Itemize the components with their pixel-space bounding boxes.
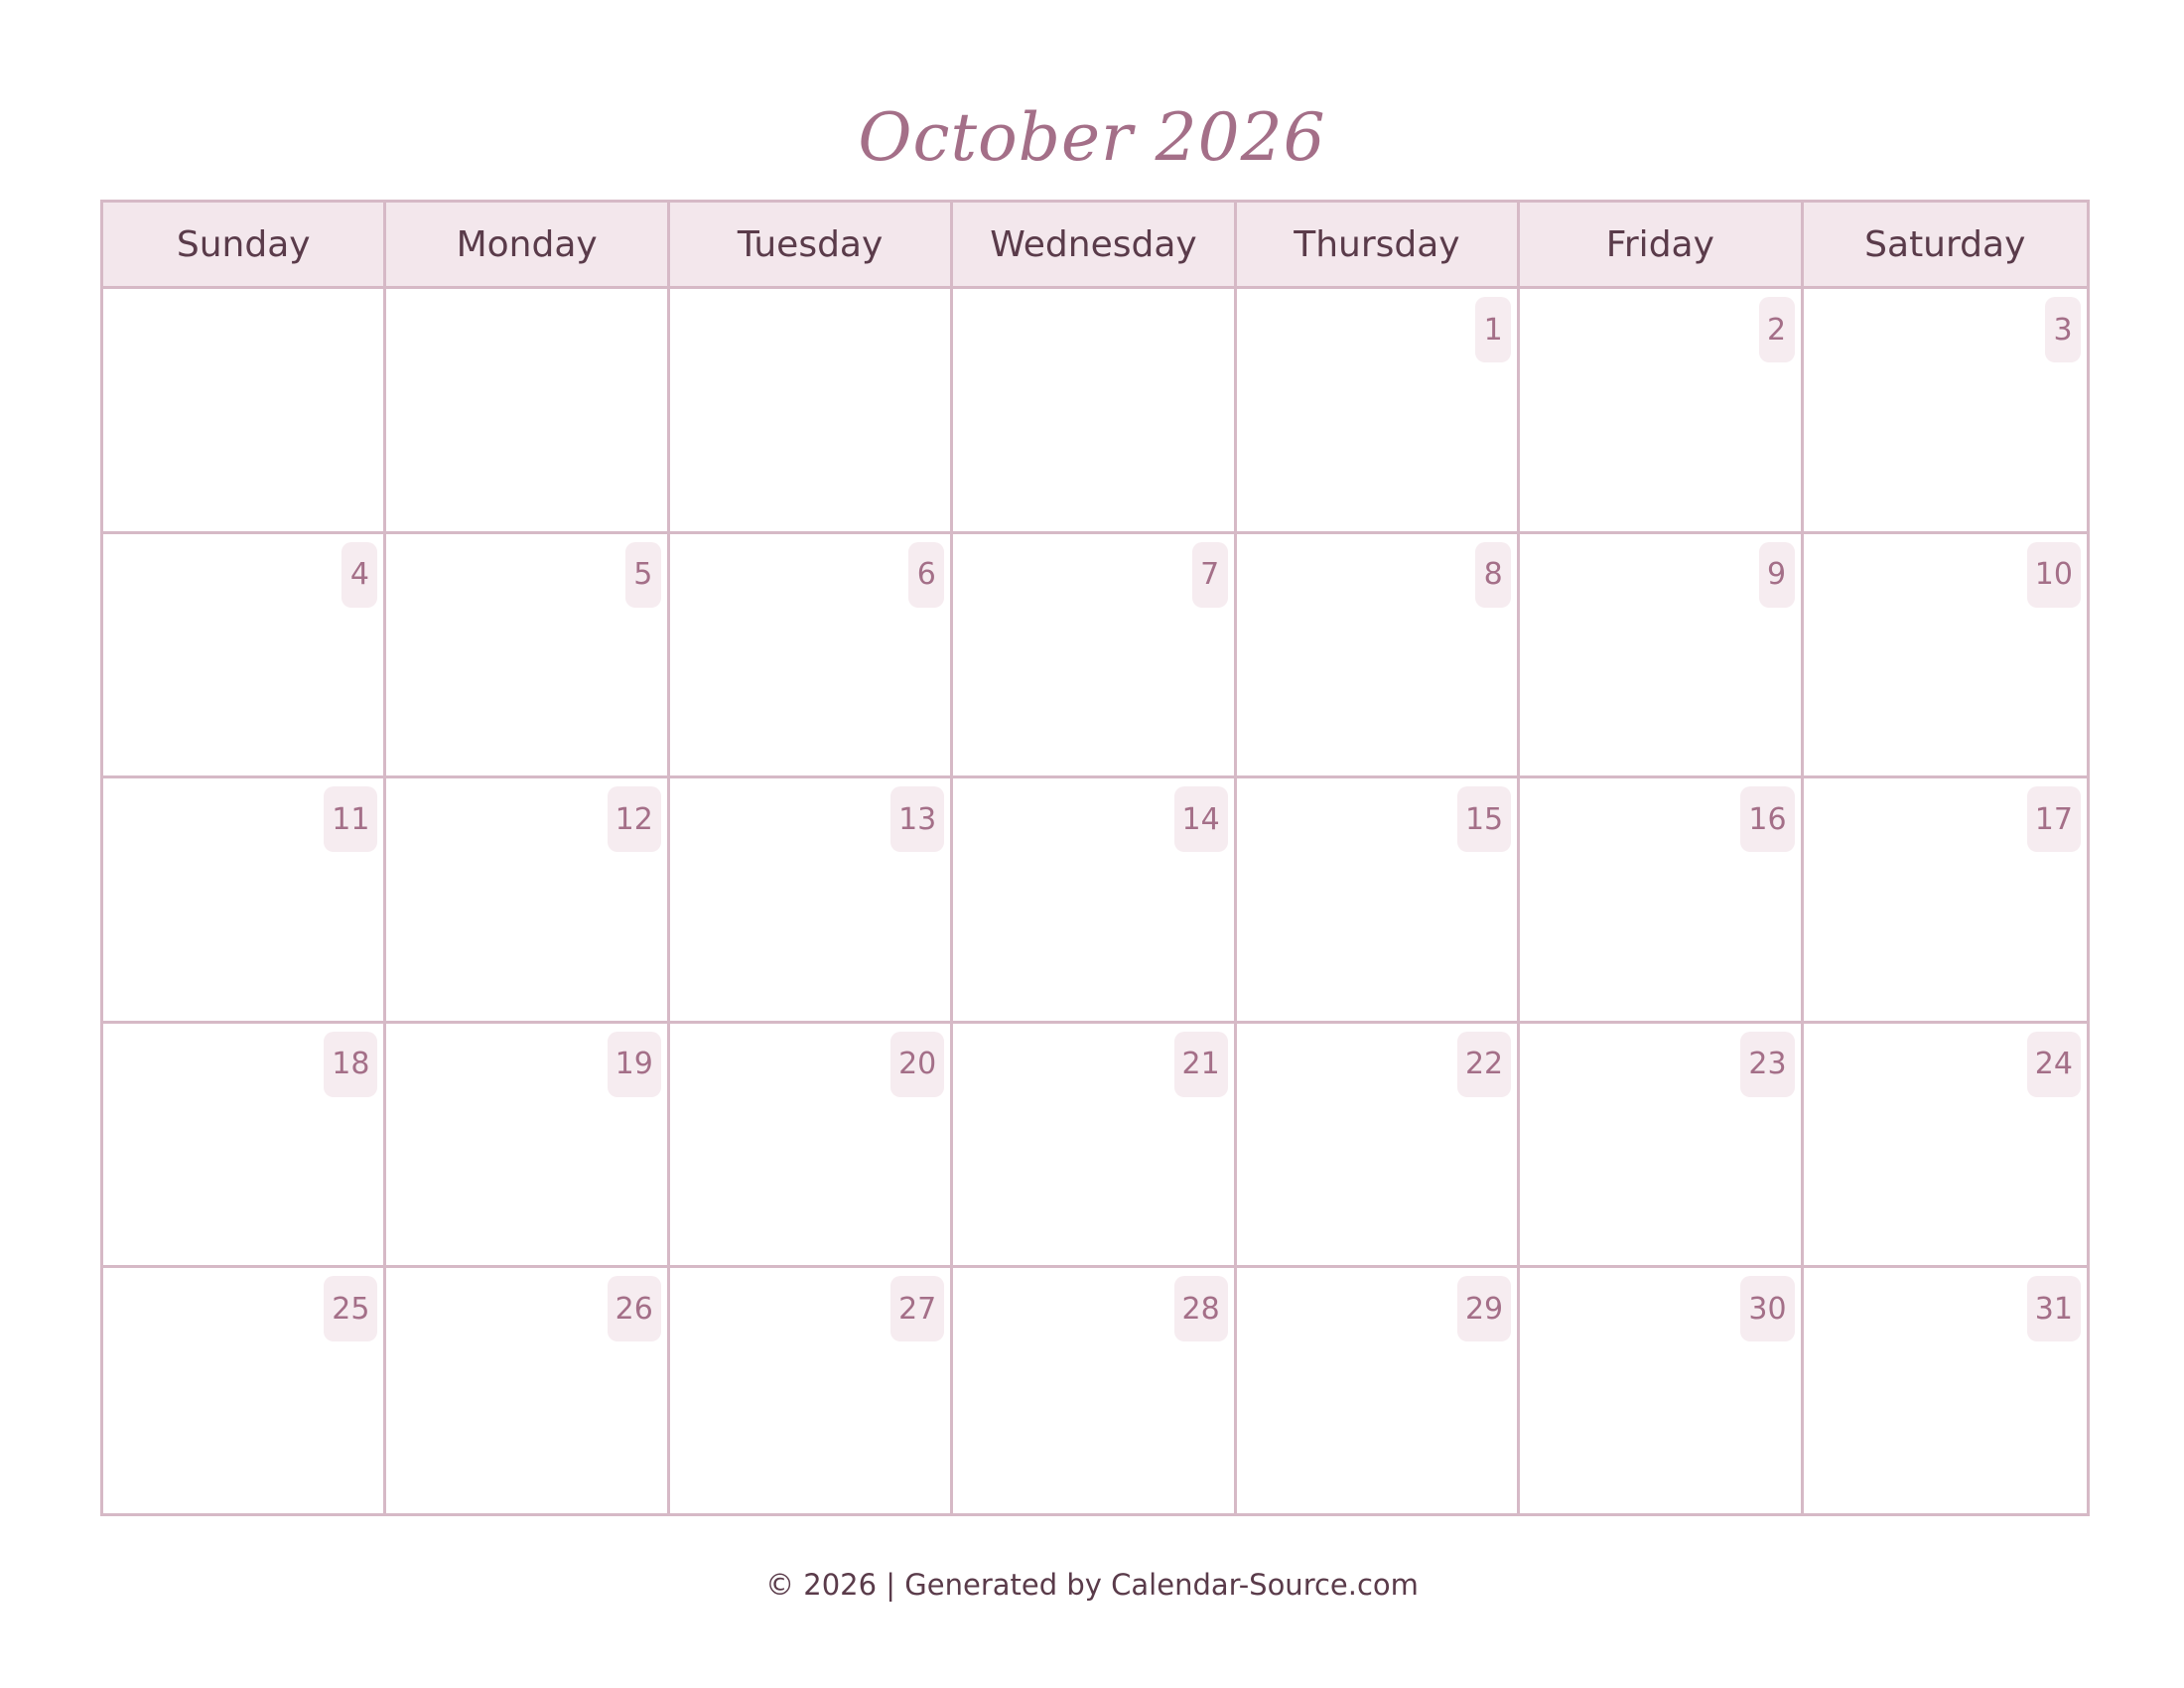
day-number: 9 <box>1759 542 1795 608</box>
day-number: 26 <box>608 1276 661 1341</box>
day-cell <box>953 534 1236 779</box>
day-cell <box>953 289 1236 534</box>
day-number: 6 <box>908 542 944 608</box>
weekday-header-wednesday: Wednesday <box>953 203 1236 289</box>
day-cell <box>103 1268 386 1513</box>
day-cell <box>103 289 386 534</box>
day-cell <box>1520 1268 1803 1513</box>
day-number: 4 <box>341 542 377 608</box>
weekday-header-tuesday: Tuesday <box>670 203 953 289</box>
day-cell <box>1520 289 1803 534</box>
day-cell <box>953 778 1236 1024</box>
day-number: 17 <box>2027 786 2081 852</box>
day-cell <box>1237 1024 1520 1269</box>
day-number: 20 <box>890 1032 944 1097</box>
day-number: 12 <box>608 786 661 852</box>
day-number: 21 <box>1174 1032 1228 1097</box>
day-cell <box>953 1268 1236 1513</box>
day-cell <box>1804 534 2087 779</box>
weekday-header-friday: Friday <box>1520 203 1803 289</box>
day-cell <box>1520 1024 1803 1269</box>
day-cell <box>953 1024 1236 1269</box>
day-cell <box>386 289 669 534</box>
day-number: 25 <box>324 1276 377 1341</box>
weekday-header-sunday: Sunday <box>103 203 386 289</box>
day-number: 3 <box>2045 297 2081 362</box>
day-number: 30 <box>1740 1276 1794 1341</box>
day-number: 23 <box>1740 1032 1794 1097</box>
day-number: 19 <box>608 1032 661 1097</box>
day-number: 31 <box>2027 1276 2081 1341</box>
day-number: 27 <box>890 1276 944 1341</box>
day-cell <box>103 1024 386 1269</box>
day-cell <box>670 1024 953 1269</box>
calendar-grid <box>100 200 2090 1516</box>
day-number: 2 <box>1759 297 1795 362</box>
day-cell <box>670 778 953 1024</box>
weekday-header-saturday: Saturday <box>1804 203 2087 289</box>
weekday-header-thursday: Thursday <box>1237 203 1520 289</box>
day-number: 14 <box>1174 786 1228 852</box>
day-cell <box>1520 778 1803 1024</box>
day-number: 10 <box>2027 542 2081 608</box>
day-cell <box>386 534 669 779</box>
day-number: 8 <box>1475 542 1511 608</box>
day-cell <box>1804 778 2087 1024</box>
day-cell <box>1804 289 2087 534</box>
day-number: 7 <box>1192 542 1228 608</box>
day-number: 1 <box>1475 297 1511 362</box>
day-cell <box>386 1268 669 1513</box>
day-number: 29 <box>1457 1276 1511 1341</box>
day-number: 16 <box>1740 786 1794 852</box>
day-number: 22 <box>1457 1032 1511 1097</box>
day-cell <box>1804 1268 2087 1513</box>
day-cell <box>670 289 953 534</box>
day-cell <box>1804 1024 2087 1269</box>
day-number: 11 <box>324 786 377 852</box>
day-number: 18 <box>324 1032 377 1097</box>
day-cell <box>103 534 386 779</box>
day-cell <box>1237 534 1520 779</box>
calendar-title: October 2026 <box>858 99 1326 176</box>
day-cell <box>670 1268 953 1513</box>
day-number: 13 <box>890 786 944 852</box>
day-cell <box>1237 778 1520 1024</box>
day-cell <box>103 778 386 1024</box>
day-cell <box>386 1024 669 1269</box>
day-number: 24 <box>2027 1032 2081 1097</box>
day-number: 15 <box>1457 786 1511 852</box>
weekday-header-monday: Monday <box>386 203 669 289</box>
day-cell <box>1237 289 1520 534</box>
day-cell <box>670 534 953 779</box>
day-number: 28 <box>1174 1276 1228 1341</box>
day-cell <box>386 778 669 1024</box>
day-number: 5 <box>625 542 661 608</box>
footer-credit: © 2026 | Generated by Calendar-Source.com <box>765 1568 1419 1602</box>
day-cell <box>1237 1268 1520 1513</box>
day-cell <box>1520 534 1803 779</box>
